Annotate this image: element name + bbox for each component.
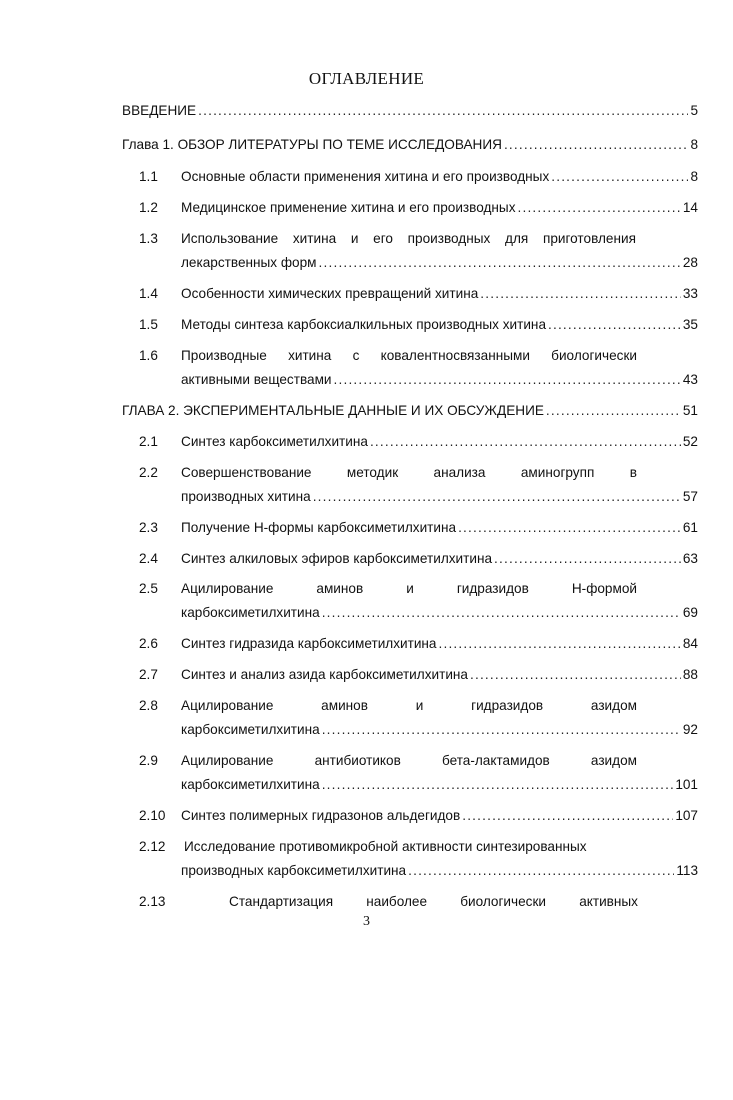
word: производных	[407, 231, 491, 246]
word: Ацилирование	[181, 753, 274, 768]
word: и	[350, 231, 359, 246]
entry-title: Получение Н-формы карбоксиметилхитина	[181, 520, 457, 535]
entry-number: 2.12	[139, 839, 166, 854]
toc-entry-chapter-2	[122, 403, 698, 418]
entry-page: 113	[676, 863, 698, 878]
leader-dots	[504, 137, 689, 152]
toc-entry-2-13-line1	[229, 894, 638, 909]
entry-page: 61	[682, 520, 698, 535]
entry-title: Особенности химических превращений хитина	[181, 286, 479, 301]
entry-number: 1.4	[139, 286, 158, 301]
entry-number: 1.2	[139, 200, 158, 215]
leader-dots	[546, 403, 681, 418]
toc-entry-intro	[122, 103, 698, 118]
entry-number: 1.6	[139, 348, 158, 363]
toc-entry-1-6-line1	[181, 348, 637, 363]
word: Совершенствование	[181, 465, 312, 480]
entry-page: 101	[675, 777, 698, 792]
entry-title: ГЛАВА 2. ЭКСПЕРИМЕНТАЛЬНЫЕ ДАННЫЕ И ИХ ОБСУЖДЕНИЕ	[122, 403, 544, 418]
entry-title: Основные области применения хитина и его производных	[181, 169, 550, 184]
toc-entry-2-9-line1	[181, 753, 637, 768]
entry-page: 8	[690, 169, 698, 184]
leader-dots	[462, 808, 673, 823]
word: Н-формой	[571, 581, 637, 596]
leader-dots	[470, 667, 681, 682]
word: азидом	[590, 698, 637, 713]
entry-title: Методы синтеза карбоксиалкильных производных хитина	[181, 317, 546, 332]
entry-title: активными веществами	[181, 372, 332, 387]
entry-title: Синтез карбоксиметилхитина	[181, 434, 368, 449]
word: наиболее	[366, 894, 428, 909]
entry-number: 2.1	[139, 434, 158, 449]
word: приготовления	[543, 231, 636, 246]
word: аминогрупп	[520, 465, 595, 480]
leader-dots	[313, 489, 681, 504]
entry-page: 51	[682, 403, 698, 418]
entry-title: Синтез полимерных гидразонов альдегидов	[181, 808, 461, 823]
word: и	[406, 581, 414, 596]
toc-entry-1-4	[181, 286, 698, 301]
toc-entry-2-4	[181, 551, 698, 566]
leader-dots	[518, 200, 681, 215]
toc-entry-2-6	[181, 636, 698, 651]
toc-entry-2-2-line1	[181, 465, 637, 480]
word: бета-лактамидов	[441, 753, 550, 768]
word: активных	[579, 894, 638, 909]
entry-number: 2.13	[139, 894, 166, 909]
toc-entry-2-7	[181, 667, 698, 682]
entry-page: 84	[682, 636, 698, 651]
entry-page: 57	[682, 489, 698, 504]
entry-title: карбоксиметилхитина	[181, 722, 320, 737]
leader-dots	[548, 317, 681, 332]
leader-dots	[551, 169, 688, 184]
word: Производные	[181, 348, 267, 363]
entry-number: 2.2	[139, 465, 158, 480]
toc-entry-1-6-line2	[181, 372, 698, 387]
entry-page: 8	[690, 137, 698, 152]
word: хитина	[292, 231, 337, 246]
word: хитина	[288, 348, 332, 363]
word: и	[415, 698, 424, 713]
toc-entry-chapter-1	[122, 137, 698, 152]
toc-entry-1-1	[181, 169, 698, 184]
entry-title: карбоксиметилхитина	[181, 777, 320, 792]
entry-number: 2.5	[139, 581, 158, 596]
entry-number: 2.9	[139, 753, 158, 768]
entry-number: 1.3	[139, 231, 158, 246]
leader-dots	[198, 103, 688, 118]
toc-entry-1-3-line1	[181, 231, 636, 246]
entry-number: 2.8	[139, 698, 158, 713]
entry-title: производных хитина	[181, 489, 311, 504]
entry-title: Медицинское применение хитина и его производных	[181, 200, 516, 215]
leader-dots	[494, 551, 681, 566]
toc-entry-1-2	[181, 200, 698, 215]
entry-number: 2.6	[139, 636, 158, 651]
entry-page: 92	[682, 722, 698, 737]
leader-dots	[322, 605, 681, 620]
toc-entry-2-5-line2	[181, 605, 698, 620]
entry-page: 14	[682, 200, 698, 215]
word: ковалентносвязанными	[380, 348, 530, 363]
toc-entry-2-12-line2	[181, 863, 698, 878]
toc-entry-1-3-line2	[181, 255, 698, 270]
entry-number: 1.1	[139, 169, 158, 184]
toc-title: ОГЛАВЛЕНИЕ	[308, 69, 425, 88]
word: анализа	[433, 465, 486, 480]
entry-page: 52	[682, 434, 698, 449]
word: биологически	[460, 894, 547, 909]
leader-dots	[458, 520, 681, 535]
entry-number: 2.7	[139, 667, 158, 682]
word: для	[505, 231, 529, 246]
leader-dots	[319, 255, 681, 270]
toc-entry-2-8-line2	[181, 722, 698, 737]
toc-entry-2-1	[181, 434, 698, 449]
entry-title: Глава 1. ОБЗОР ЛИТЕРАТУРЫ ПО ТЕМЕ ИССЛЕДОВАНИЯ	[122, 137, 502, 152]
toc-entry-2-2-line2	[181, 489, 698, 504]
entry-page: 88	[682, 667, 698, 682]
entry-title: ВВЕДЕНИЕ	[122, 103, 197, 118]
entry-title: Синтез и анализ азида карбоксиметилхитина	[181, 667, 468, 682]
word: антибиотиков	[314, 753, 401, 768]
word: методик	[346, 465, 399, 480]
entry-number: 2.4	[139, 551, 158, 566]
entry-title: Синтез гидразида карбоксиметилхитина	[181, 636, 437, 651]
entry-page: 107	[675, 808, 698, 823]
entry-title: карбоксиметилхитина	[181, 605, 320, 620]
entry-title: производных карбоксиметилхитина	[181, 863, 407, 878]
toc-entry-2-9-line2	[181, 777, 698, 792]
word: азидом	[590, 753, 637, 768]
leader-dots	[334, 372, 681, 387]
word: гидразидов	[471, 698, 544, 713]
word: Ацилирование	[181, 581, 274, 596]
word: Стандартизация	[229, 894, 334, 909]
word: Использование	[181, 231, 279, 246]
word: аминов	[316, 581, 364, 596]
toc-entry-2-5-line1	[181, 581, 637, 596]
entry-title: Синтез алкиловых эфиров карбоксиметилхитина	[181, 551, 493, 566]
toc-entry-2-3	[181, 520, 698, 535]
word: аминов	[321, 698, 368, 713]
entry-page: 35	[682, 317, 698, 332]
leader-dots	[408, 863, 674, 878]
entry-page: 5	[690, 103, 698, 118]
entry-number: 2.3	[139, 520, 158, 535]
entry-page: 33	[682, 286, 698, 301]
entry-title: лекарственных форм	[181, 255, 317, 270]
entry-page: 69	[682, 605, 698, 620]
entry-page: 43	[682, 372, 698, 387]
entry-number: 2.10	[139, 808, 166, 823]
word: в	[629, 465, 637, 480]
toc-entry-2-10	[181, 808, 698, 823]
toc-entry-2-8-line1	[181, 698, 637, 713]
entry-number: 1.5	[139, 317, 158, 332]
word: биологически	[551, 348, 637, 363]
word: гидразидов	[456, 581, 529, 596]
leader-dots	[439, 636, 681, 651]
leader-dots	[480, 286, 681, 301]
word: с	[352, 348, 360, 363]
entry-title-line1: Исследование противомикробной активности синтезированных	[184, 839, 587, 854]
entry-page: 28	[682, 255, 698, 270]
word: его	[373, 231, 393, 246]
leader-dots	[322, 777, 674, 792]
page-number: 3	[363, 914, 370, 929]
word: Ацилирование	[181, 698, 274, 713]
toc-entry-1-5	[181, 317, 698, 332]
leader-dots	[370, 434, 681, 449]
leader-dots	[322, 722, 681, 737]
entry-page: 63	[682, 551, 698, 566]
